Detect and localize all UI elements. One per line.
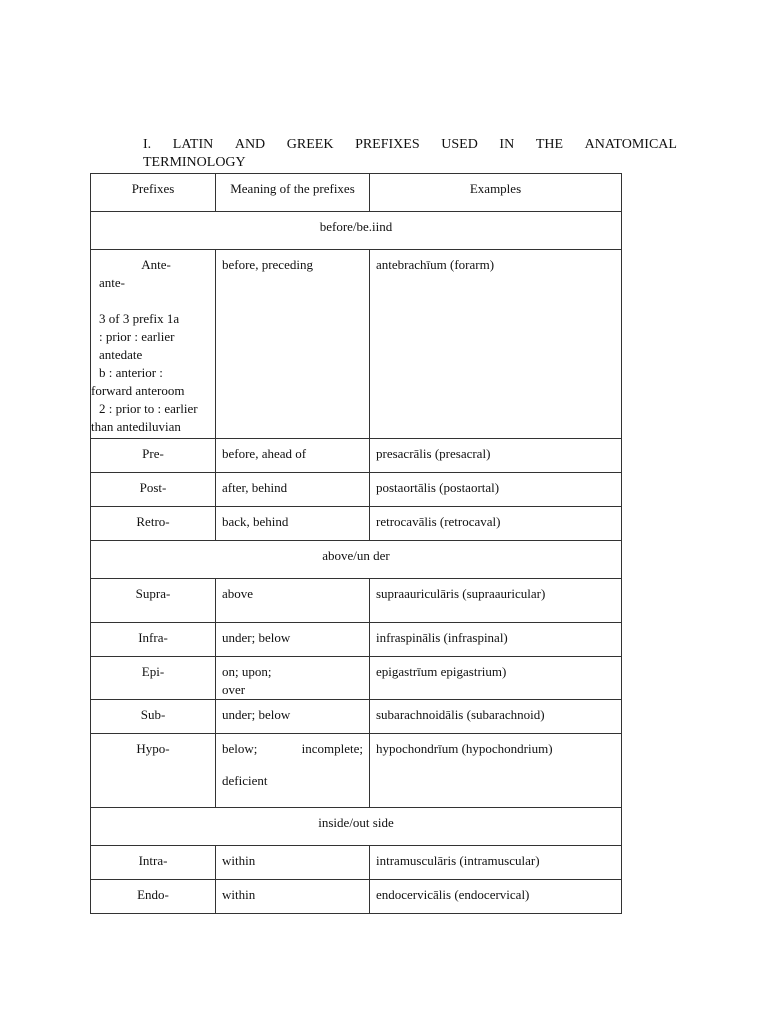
example-cell: infraspinālis (infraspinal) [370, 623, 622, 657]
table-row [91, 439, 622, 473]
example-cell: antebrachīum (forarm) [370, 250, 622, 439]
heading-word: IN [499, 137, 515, 152]
meaning-cell: before, preceding [216, 250, 370, 439]
example-cell: hypochondrīum (hypochondrium) [370, 734, 622, 808]
table-row [91, 623, 622, 657]
heading-word: THE [535, 137, 564, 152]
ante-note-line: ante- [99, 275, 125, 290]
meaning-cell: before, ahead of [216, 439, 370, 473]
prefix-cell: Retro- [91, 507, 216, 541]
table-row [91, 880, 622, 914]
example-cell: presacrālis (presacral) [370, 439, 622, 473]
table-row [91, 579, 622, 623]
section-heading [143, 136, 677, 172]
example-cell: epigastrīum epigastrium) [370, 657, 622, 700]
meaning-cell [216, 734, 370, 808]
heading-word: USED [441, 137, 478, 152]
heading-word: GREEK [286, 137, 334, 152]
ante-note-line: b : anterior : [99, 365, 163, 380]
example-cell: subarachnoidālis (subarachnoid) [370, 700, 622, 734]
heading-word: AND [234, 137, 266, 152]
prefix-ante: Ante- [141, 257, 171, 272]
table-row [91, 734, 622, 808]
heading-continuation: TERMINOLOGY [143, 155, 246, 170]
meaning-cell: back, behind [216, 507, 370, 541]
example-cell: retrocavālis (retrocaval) [370, 507, 622, 541]
ante-note-line: 3 of 3 prefix 1a [99, 311, 180, 326]
meaning-line [222, 740, 363, 758]
example-cell: supraauriculāris (supraauricular) [370, 579, 622, 623]
section-inside-outside: inside/out side [91, 808, 622, 846]
prefix-cell: Pre- [91, 439, 216, 473]
ante-note-line: 2 : prior to : earlier [99, 401, 198, 416]
meaning-gap [222, 758, 363, 772]
heading-number: I. [143, 137, 152, 152]
prefix-cell: Sub- [91, 700, 216, 734]
table-row [91, 473, 622, 507]
table-row [91, 846, 622, 880]
prefix-cell: Infra- [91, 623, 216, 657]
prefix-cell-ante [91, 250, 216, 439]
heading-word: ANATOMICAL [584, 137, 677, 152]
table-row [91, 700, 622, 734]
ante-note-line: forward anteroom [91, 383, 185, 398]
ante-note-line: antedate [99, 347, 143, 362]
table-header-row [91, 174, 622, 212]
meaning-word: incomplete; [301, 741, 363, 756]
meaning-word: below; [222, 741, 258, 756]
section-row [91, 808, 622, 846]
section-row [91, 212, 622, 250]
meaning-cell: above [216, 579, 370, 623]
table-row [91, 657, 622, 700]
meaning-cell: under; below [216, 623, 370, 657]
table-row [91, 507, 622, 541]
section-before-behind: before/be.iind [91, 212, 622, 250]
prefix-cell: Hypo- [91, 734, 216, 808]
section-above-under: above/un der [91, 541, 622, 579]
prefix-cell: Endo- [91, 880, 216, 914]
ante-note-line: than antediluvian [91, 419, 181, 434]
header-examples: Examples [370, 174, 622, 212]
heading-word: LATIN [172, 137, 214, 152]
ante-note-line: : prior : earlier [99, 329, 175, 344]
example-cell: postaortālis (postaortal) [370, 473, 622, 507]
ante-note-spacer [91, 292, 215, 310]
meaning-cell: after, behind [216, 473, 370, 507]
heading-word: PREFIXES [355, 137, 420, 152]
meaning-cell [216, 657, 370, 700]
example-cell: intramusculāris (intramuscular) [370, 846, 622, 880]
header-prefixes: Prefixes [91, 174, 216, 212]
meaning-line: on; upon; [222, 664, 272, 679]
section-row [91, 541, 622, 579]
meaning-cell: within [216, 880, 370, 914]
table-row [91, 250, 622, 439]
meaning-line: over [222, 682, 246, 697]
prefix-cell: Post- [91, 473, 216, 507]
example-cell: endocervicālis (endocervical) [370, 880, 622, 914]
prefix-table [90, 173, 622, 914]
heading-line [143, 136, 677, 154]
prefix-cell: Epi- [91, 657, 216, 700]
meaning-line: deficient [222, 773, 268, 788]
prefix-cell: Intra- [91, 846, 216, 880]
meaning-cell: under; below [216, 700, 370, 734]
header-meaning: Meaning of the prefixes [216, 174, 370, 212]
prefix-cell: Supra- [91, 579, 216, 623]
meaning-cell: within [216, 846, 370, 880]
